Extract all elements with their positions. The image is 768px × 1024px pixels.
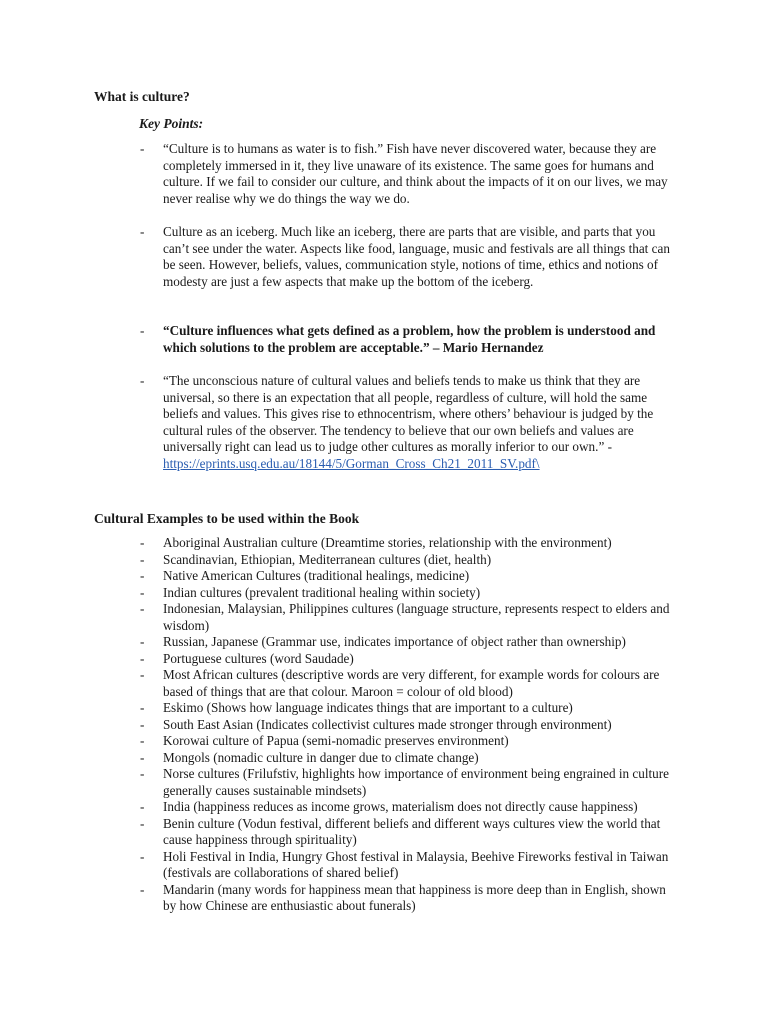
key-point-text: Culture as an iceberg. Much like an iceberg, there are parts that are visible, and parts that you can’t see under the water. Aspects like food, language, music and festivals are all things that can be seen. However, beliefs, values, communication style, notions of time, ethics and notions of modesty are just a few aspects that make up the bottom of the iceberg. bbox=[163, 224, 670, 289]
bullet-dash: - bbox=[140, 634, 145, 649]
bullet-dash: - bbox=[140, 224, 145, 239]
examples-heading: Cultural Examples to be used within the Book bbox=[94, 511, 360, 526]
bullet-dash: - bbox=[140, 848, 145, 864]
bullet-dash: - bbox=[140, 584, 145, 600]
key-point-quote: “Culture influences what gets defined as a problem, how the problem is understood and which solutions to the problem are acceptable.” – Mario Hernandez bbox=[163, 323, 656, 355]
bullet-dash: - bbox=[140, 766, 145, 781]
example-item bbox=[140, 750, 680, 767]
example-item bbox=[140, 816, 680, 849]
bullet-dash: - bbox=[140, 650, 145, 666]
key-point-item bbox=[140, 323, 680, 356]
example-text: Portuguese cultures (word Saudade) bbox=[163, 650, 354, 666]
source-link[interactable]: https://eprints.usq.edu.au/18144/5/Gorman_Cross_Ch21_2011_SV.pdf\ bbox=[163, 455, 540, 471]
example-text: Most African cultures (descriptive words are very different, for example words for colours are based of things that are that colour. Maroon = colour of old blood) bbox=[163, 667, 660, 699]
example-text: Native American Cultures (traditional healings, medicine) bbox=[163, 568, 470, 583]
key-point-text: “Culture is to humans as water is to fish.” Fish have never discovered water, because they are completely immersed in it, they live unaware of its existence. The same goes for humans and culture. If we fail to consider our culture, and think about the impacts of it on our lives, we may never realise why we do things the way we do. bbox=[163, 141, 668, 206]
example-item bbox=[140, 667, 680, 700]
bullet-dash: - bbox=[140, 749, 145, 765]
bullet-dash: - bbox=[140, 815, 145, 831]
example-text: South East Asian (Indicates collectivist cultures made stronger through environment) bbox=[163, 716, 612, 732]
bullet-dash: - bbox=[140, 551, 145, 567]
bullet-dash: - bbox=[140, 568, 145, 583]
example-item bbox=[140, 552, 680, 569]
bullet-dash: - bbox=[140, 799, 145, 814]
bullet-dash: - bbox=[140, 373, 145, 388]
example-item bbox=[140, 700, 680, 717]
example-item bbox=[140, 585, 680, 602]
bullet-dash: - bbox=[140, 733, 145, 748]
examples-list bbox=[140, 535, 680, 915]
example-text: Mongols (nomadic culture in danger due to climate change) bbox=[163, 749, 479, 765]
example-item bbox=[140, 849, 680, 882]
bullet-dash: - bbox=[140, 700, 145, 715]
example-text: India (happiness reduces as income grows, materialism does not directly cause happiness) bbox=[163, 799, 638, 814]
example-item bbox=[140, 766, 680, 799]
key-point-item bbox=[140, 373, 680, 473]
example-text: Norse cultures (Frilufstiv, highlights how importance of environment being engrained in culture generally causes sustainable mindsets) bbox=[163, 766, 670, 798]
bullet-dash: - bbox=[140, 601, 145, 616]
example-text: Indonesian, Malaysian, Philippines cultures (language structure, represents respect to elders and wisdom) bbox=[163, 601, 670, 633]
bullet-dash: - bbox=[140, 716, 145, 732]
example-text: Scandinavian, Ethiopian, Mediterranean cultures (diet, health) bbox=[163, 551, 492, 567]
example-text: Russian, Japanese (Grammar use, indicates importance of object rather than ownership) bbox=[163, 634, 626, 649]
example-item bbox=[140, 799, 680, 816]
key-point-item bbox=[140, 141, 680, 207]
example-text: Korowai culture of Papua (semi-nomadic preserves environment) bbox=[163, 733, 509, 748]
page-title: What is culture? bbox=[94, 89, 190, 104]
example-text: Holi Festival in India, Hungry Ghost festival in Malaysia, Beehive Fireworks festival in Taiwan (festivals are collaborations of shared belief) bbox=[163, 848, 669, 880]
bullet-dash: - bbox=[140, 535, 145, 550]
bullet-dash: - bbox=[140, 667, 145, 682]
example-text: Indian cultures (prevalent traditional healing within society) bbox=[163, 584, 481, 600]
example-item bbox=[140, 651, 680, 668]
example-item bbox=[140, 535, 680, 552]
example-item bbox=[140, 634, 680, 651]
example-item bbox=[140, 733, 680, 750]
example-item bbox=[140, 601, 680, 634]
example-text: Mandarin (many words for happiness mean that happiness is more deep than in English, shown by how Chinese are enthusiastic about funerals) bbox=[163, 881, 666, 913]
bullet-dash: - bbox=[140, 881, 145, 897]
key-points-label: Key Points: bbox=[139, 116, 204, 131]
example-text: Eskimo (Shows how language indicates things that are important to a culture) bbox=[163, 700, 573, 715]
bullet-dash: - bbox=[140, 323, 145, 338]
example-item bbox=[140, 568, 680, 585]
key-point-text bbox=[163, 373, 680, 473]
key-point-body: “The unconscious nature of cultural values and beliefs tends to make us think that they are universal, so there is an expectation that all people, regardless of culture, will hold the same beliefs and values. This gives rise to ethnocentrism, where others’ behaviour is judged by the cultural rules of the observer. The tendency to believe that our own beliefs and values are universally right can lead us to judge other cultures as morally inferior to our own.” - bbox=[163, 373, 654, 455]
example-item bbox=[140, 717, 680, 734]
example-text: Benin culture (Vodun festival, different beliefs and different ways cultures view the world that cause happiness through spirituality) bbox=[163, 815, 661, 847]
example-item bbox=[140, 882, 680, 915]
example-text: Aboriginal Australian culture (Dreamtime stories, relationship with the environment) bbox=[163, 535, 612, 550]
key-point-item bbox=[140, 224, 680, 290]
bullet-dash: - bbox=[140, 141, 145, 156]
